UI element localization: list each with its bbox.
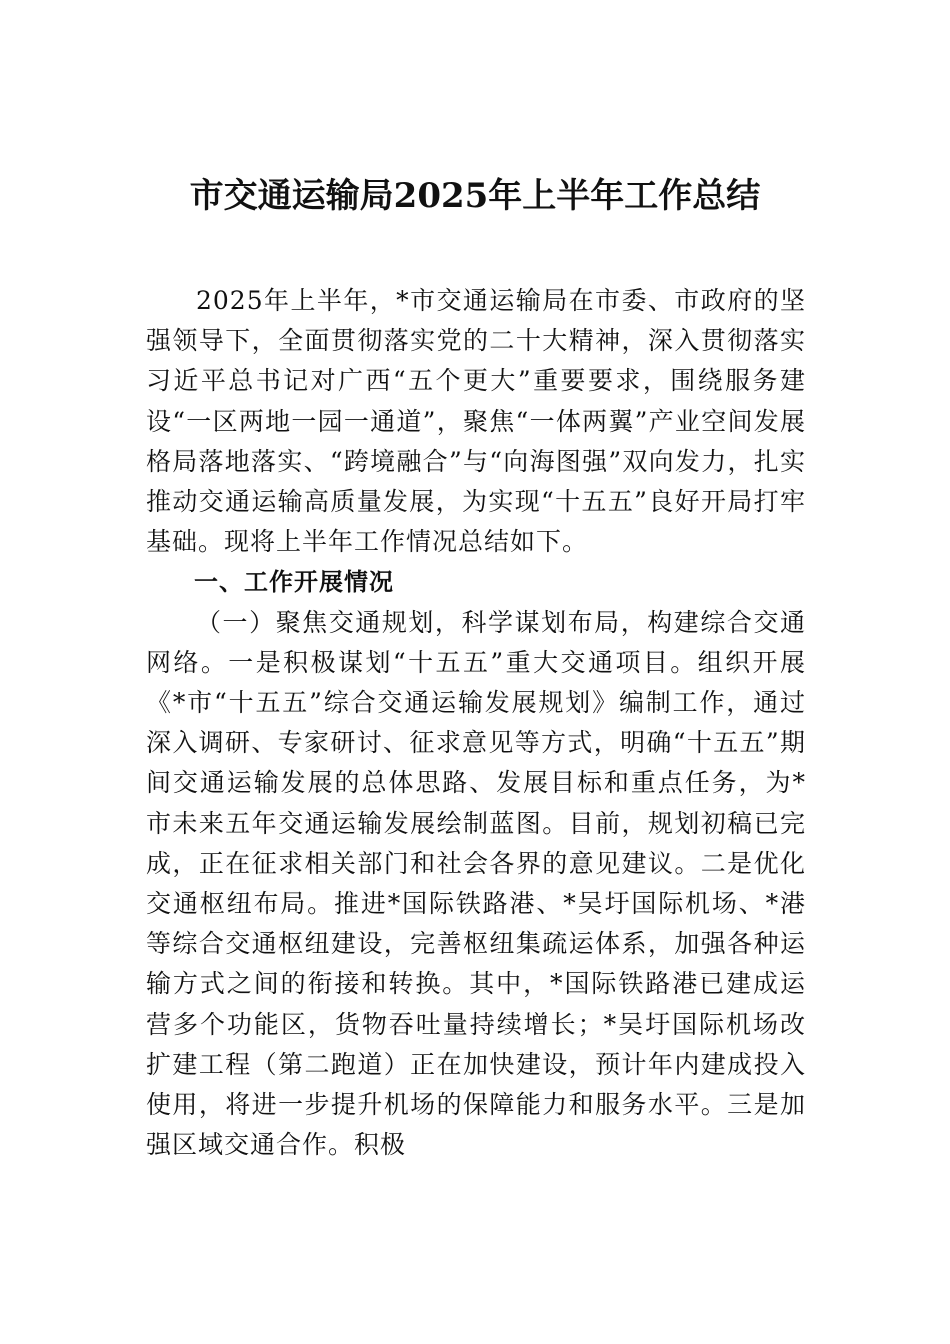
document-body — [146, 281, 806, 1165]
section-paragraph: （一）聚焦交通规划，科学谋划布局，构建综合交通网络。一是积极谋划“十五五”重大交通项目。组织开展《*市“十五五”综合交通运输发展规划》编制工作，通过深入调研、专家研讨、征求意见等方式，明确“十五五”期间交通运输发展的总体思路、发展目标和重点任务，为*市未来五年交通运输发展绘制蓝图。目前，规划初稿已完成，正在征求相关部门和社会各界的意见建议。二是优化交通枢纽布局。推进*国际铁路港、*吴圩国际机场、*港等综合交通枢纽建设，完善枢纽集疏运体系，加强各种运输方式之间的衔接和转换。其中，*国际铁路港已建成运营多个功能区，货物吞吐量持续增长；*吴圩国际机场改扩建工程（第二跑道）正在加快建设，预计年内建成投入使用，将进一步提升机场的保障能力和服务水平。三是加强区域交通合作。积极 — [146, 607, 806, 1160]
section-heading: 一、工作开展情况 — [194, 568, 394, 597]
intro-paragraph: 2025年上半年，*市交通运输局在市委、市政府的坚强领导下，全面贯彻落实党的二十大精神，深入贯彻落实习近平总书记对广西“五个更大”重要要求，围绕服务建设“一区两地一园一通道”，聚焦“一体两翼”产业空间发展格局落地落实、“跨境融合”与“向海图强”双向发力，扎实推动交通运输高质量发展，为实现“十五五”良好开局打牢基础。现将上半年工作情况总结如下。 — [146, 286, 806, 557]
document-title: 市交通运输局2025年上半年工作总结 — [189, 176, 761, 216]
